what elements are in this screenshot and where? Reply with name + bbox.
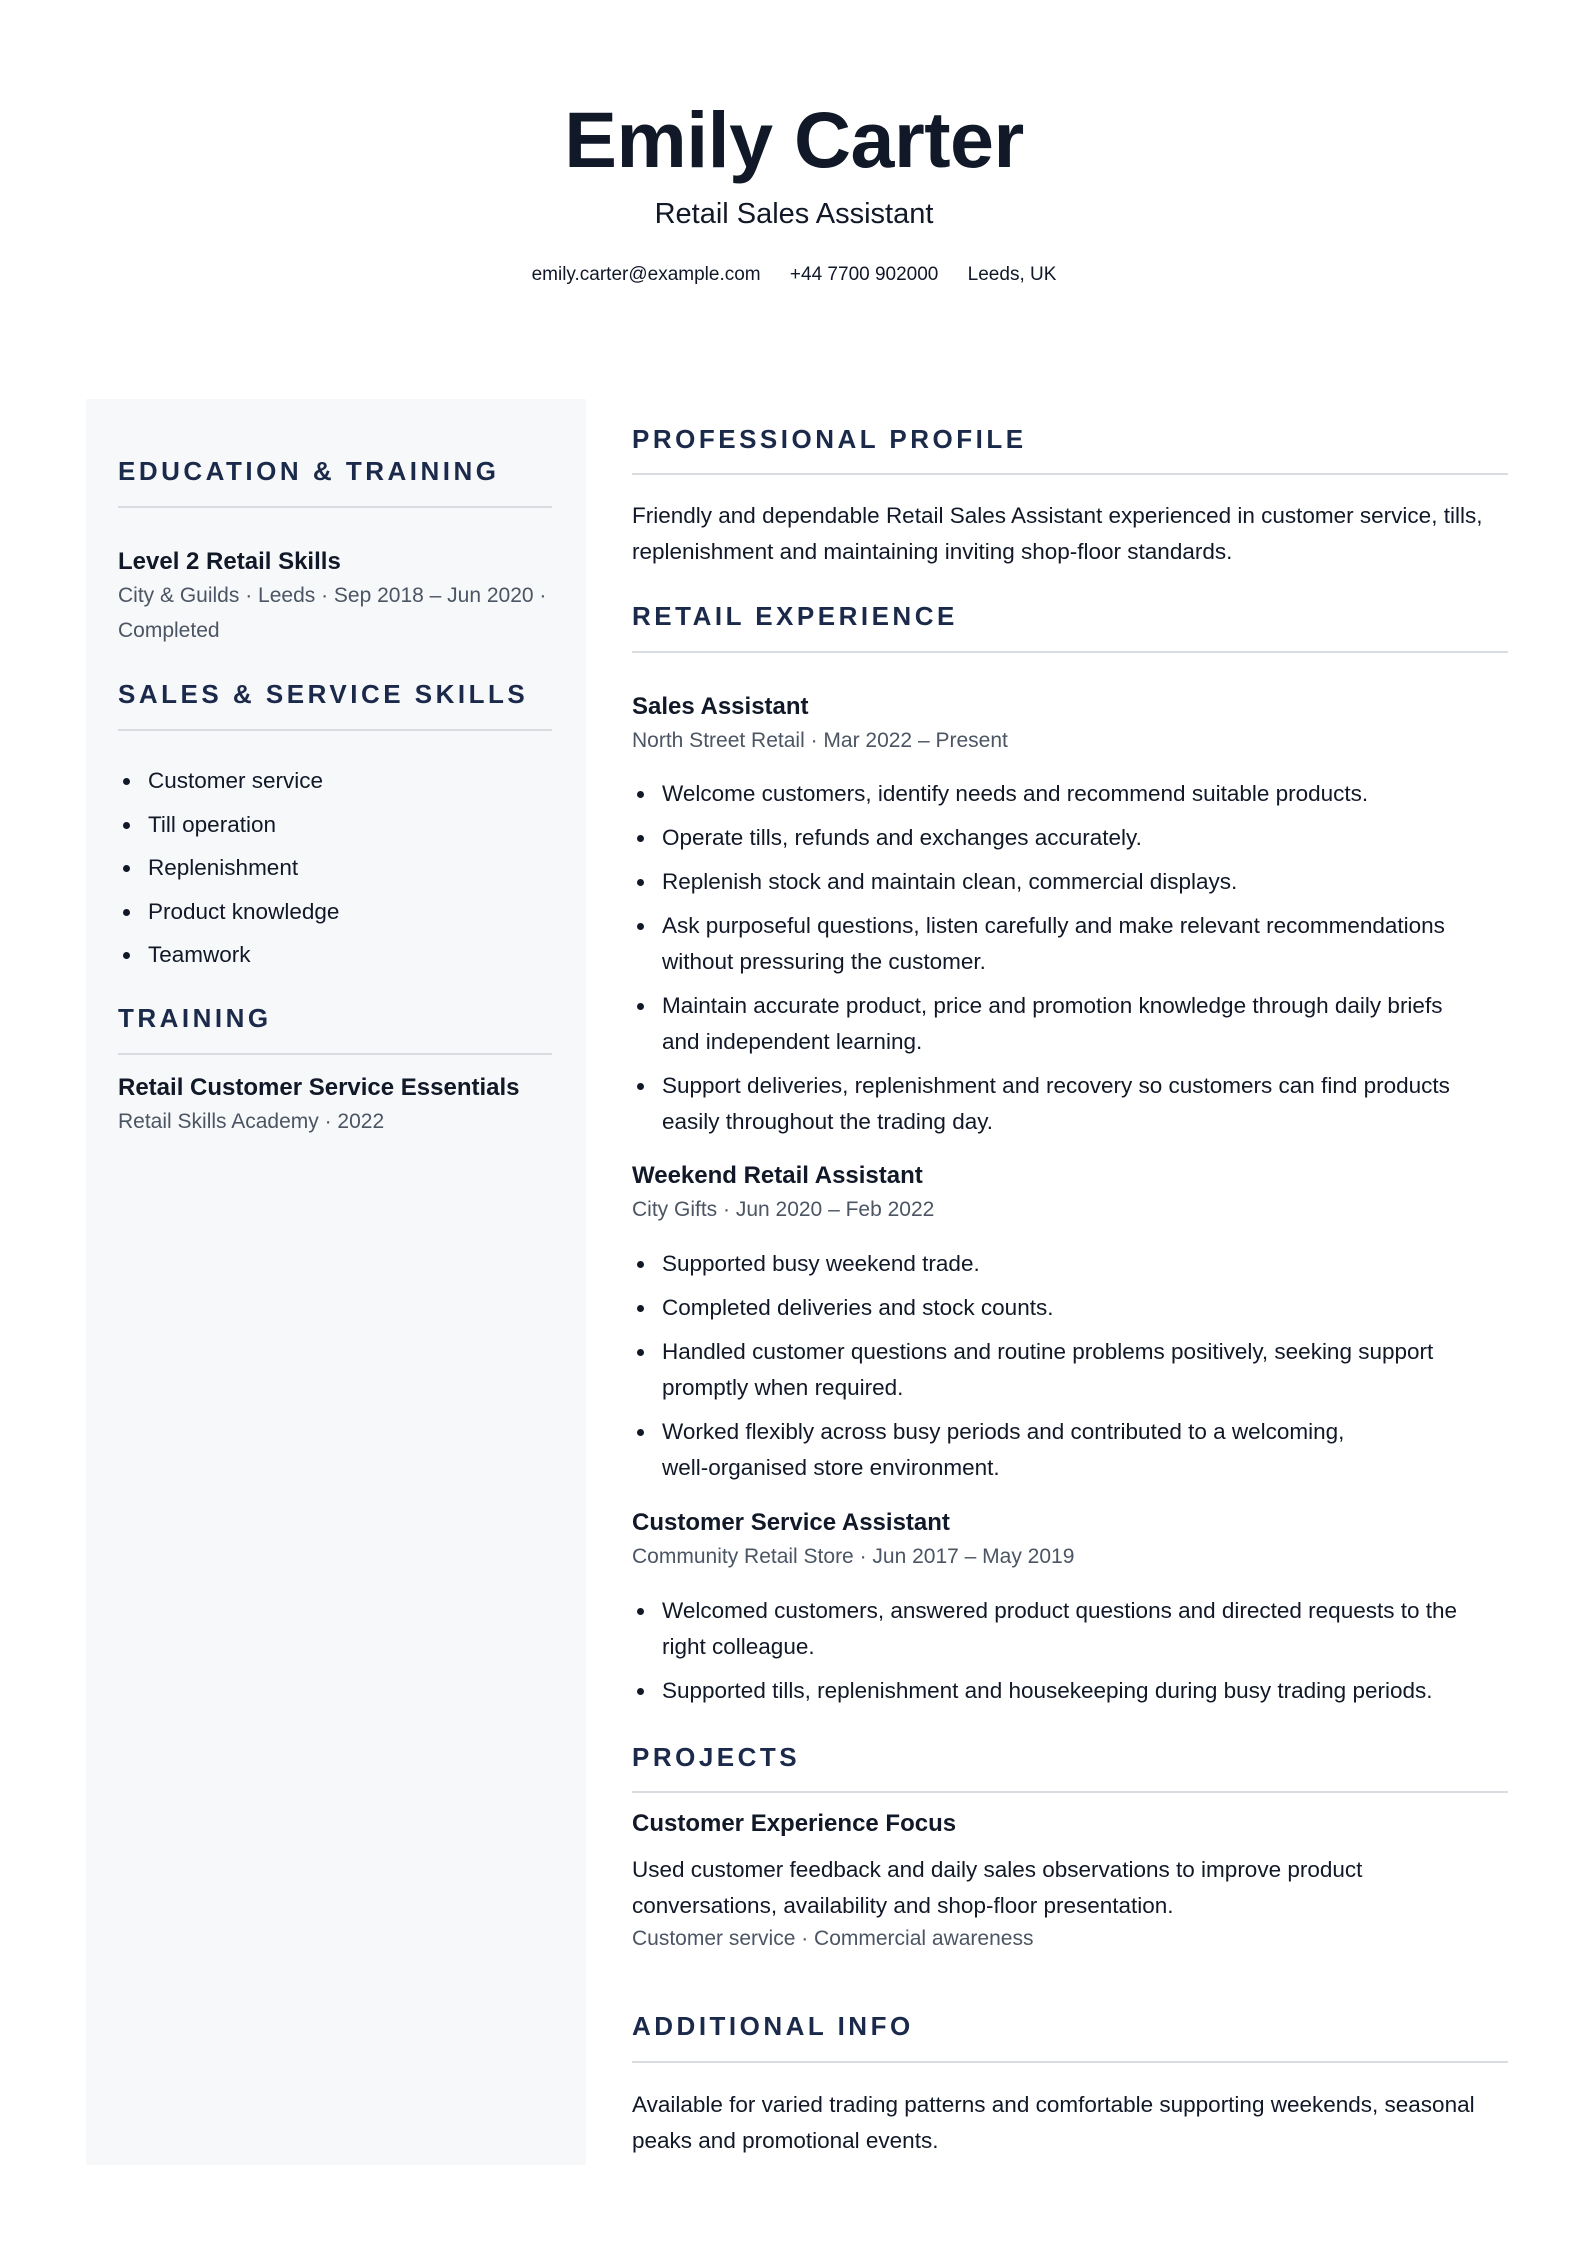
- training-meta: Retail Skills Academy · 2022: [118, 1110, 385, 1133]
- job-meta: Community Retail Store · Jun 2017 – May 2019: [632, 1545, 1075, 1568]
- job-bullet: Handled customer questions and routine problems positively, seeking support promptly when required.: [632, 1334, 1512, 1406]
- education-meta: City & Guilds · Leeds · Sep 2018 – Jun 2020 ·: [118, 584, 547, 607]
- job-bullets: [632, 1593, 1512, 1717]
- job-bullets: [632, 776, 1512, 1148]
- additional-divider: [632, 2061, 1508, 2063]
- job-bullet: Supported busy weekend trade.: [632, 1246, 1512, 1282]
- profile-divider: [632, 473, 1508, 475]
- skill-item: Teamwork: [118, 937, 552, 973]
- skills-list: [118, 763, 552, 981]
- profile-text-line: Friendly and dependable Retail Sales Assistant experienced in customer service, tills,: [632, 503, 1483, 528]
- additional-text-line: Available for varied trading patterns and comfortable supporting weekends, seasonal: [632, 2092, 1475, 2117]
- project-name: Customer Experience Focus: [632, 1810, 957, 1837]
- candidate-name: Emily Carter: [564, 95, 1024, 184]
- job-bullet: Welcome customers, identify needs and recommend suitable products.: [632, 776, 1512, 812]
- job-bullet: Ask purposeful questions, listen carefully and make relevant recommendations without pressuring the customer.: [632, 908, 1512, 980]
- projects-divider: [632, 1791, 1508, 1793]
- skills-divider: [118, 729, 552, 731]
- job-bullet: Operate tills, refunds and exchanges accurately.: [632, 820, 1512, 856]
- contact-email[interactable]: emily.carter@example.com: [531, 264, 761, 285]
- job-title: Weekend Retail Assistant: [632, 1162, 923, 1189]
- skill-item: Product knowledge: [118, 894, 552, 930]
- job-bullets: [632, 1246, 1512, 1494]
- projects-section-title: PROJECTS: [632, 1742, 801, 1772]
- experience-section-title: RETAIL EXPERIENCE: [632, 601, 958, 631]
- experience-divider: [632, 651, 1508, 653]
- job-title: Sales Assistant: [632, 693, 809, 720]
- additional-text-line: peaks and promotional events.: [632, 2128, 939, 2153]
- job-meta: North Street Retail · Mar 2022 – Present: [632, 729, 1008, 752]
- training-course: Retail Customer Service Essentials: [118, 1074, 520, 1101]
- education-status: Completed: [118, 619, 220, 642]
- education-section-title: EDUCATION & TRAINING: [118, 456, 500, 486]
- skills-section-title: SALES & SERVICE SKILLS: [118, 679, 529, 709]
- contact-phone[interactable]: +44 7700 902000: [789, 264, 939, 285]
- project-text-line: conversations, availability and shop-floor presentation.: [632, 1893, 1174, 1918]
- contact-line: [0, 262, 1588, 288]
- project-tags: Customer service · Commercial awareness: [632, 1927, 1034, 1950]
- education-course: Level 2 Retail Skills: [118, 548, 341, 575]
- job-bullet: Supported tills, replenishment and housekeeping during busy trading periods.: [632, 1673, 1512, 1709]
- job-meta: City Gifts · Jun 2020 – Feb 2022: [632, 1198, 935, 1221]
- skill-item: Customer service: [118, 763, 552, 799]
- sidebar: [86, 399, 586, 2165]
- job-title: Customer Service Assistant: [632, 1509, 950, 1536]
- job-bullet: Support deliveries, replenishment and recovery so customers can find products easily throughout the trading day.: [632, 1068, 1512, 1140]
- job-bullet: Maintain accurate product, price and promotion knowledge through daily briefs and independent learning.: [632, 988, 1512, 1060]
- training-divider: [118, 1053, 552, 1055]
- skill-item: Till operation: [118, 807, 552, 843]
- education-divider: [118, 506, 552, 508]
- job-bullet: Welcomed customers, answered product questions and directed requests to the right colleague.: [632, 1593, 1512, 1665]
- skill-item: Replenishment: [118, 850, 552, 886]
- additional-section-title: ADDITIONAL INFO: [632, 2011, 914, 2041]
- job-bullet: Replenish stock and maintain clean, commercial displays.: [632, 864, 1512, 900]
- job-bullet: Worked flexibly across busy periods and contributed to a welcoming, well-organised store environment.: [632, 1414, 1512, 1486]
- job-bullet: Completed deliveries and stock counts.: [632, 1290, 1512, 1326]
- contact-location: Leeds, UK: [967, 264, 1057, 285]
- profile-text-line: replenishment and maintaining inviting shop-floor standards.: [632, 539, 1233, 564]
- project-text-line: Used customer feedback and daily sales observations to improve product: [632, 1857, 1363, 1882]
- profile-section-title: PROFESSIONAL PROFILE: [632, 424, 1027, 454]
- training-section-title: TRAINING: [118, 1003, 272, 1033]
- candidate-role: Retail Sales Assistant: [654, 198, 934, 230]
